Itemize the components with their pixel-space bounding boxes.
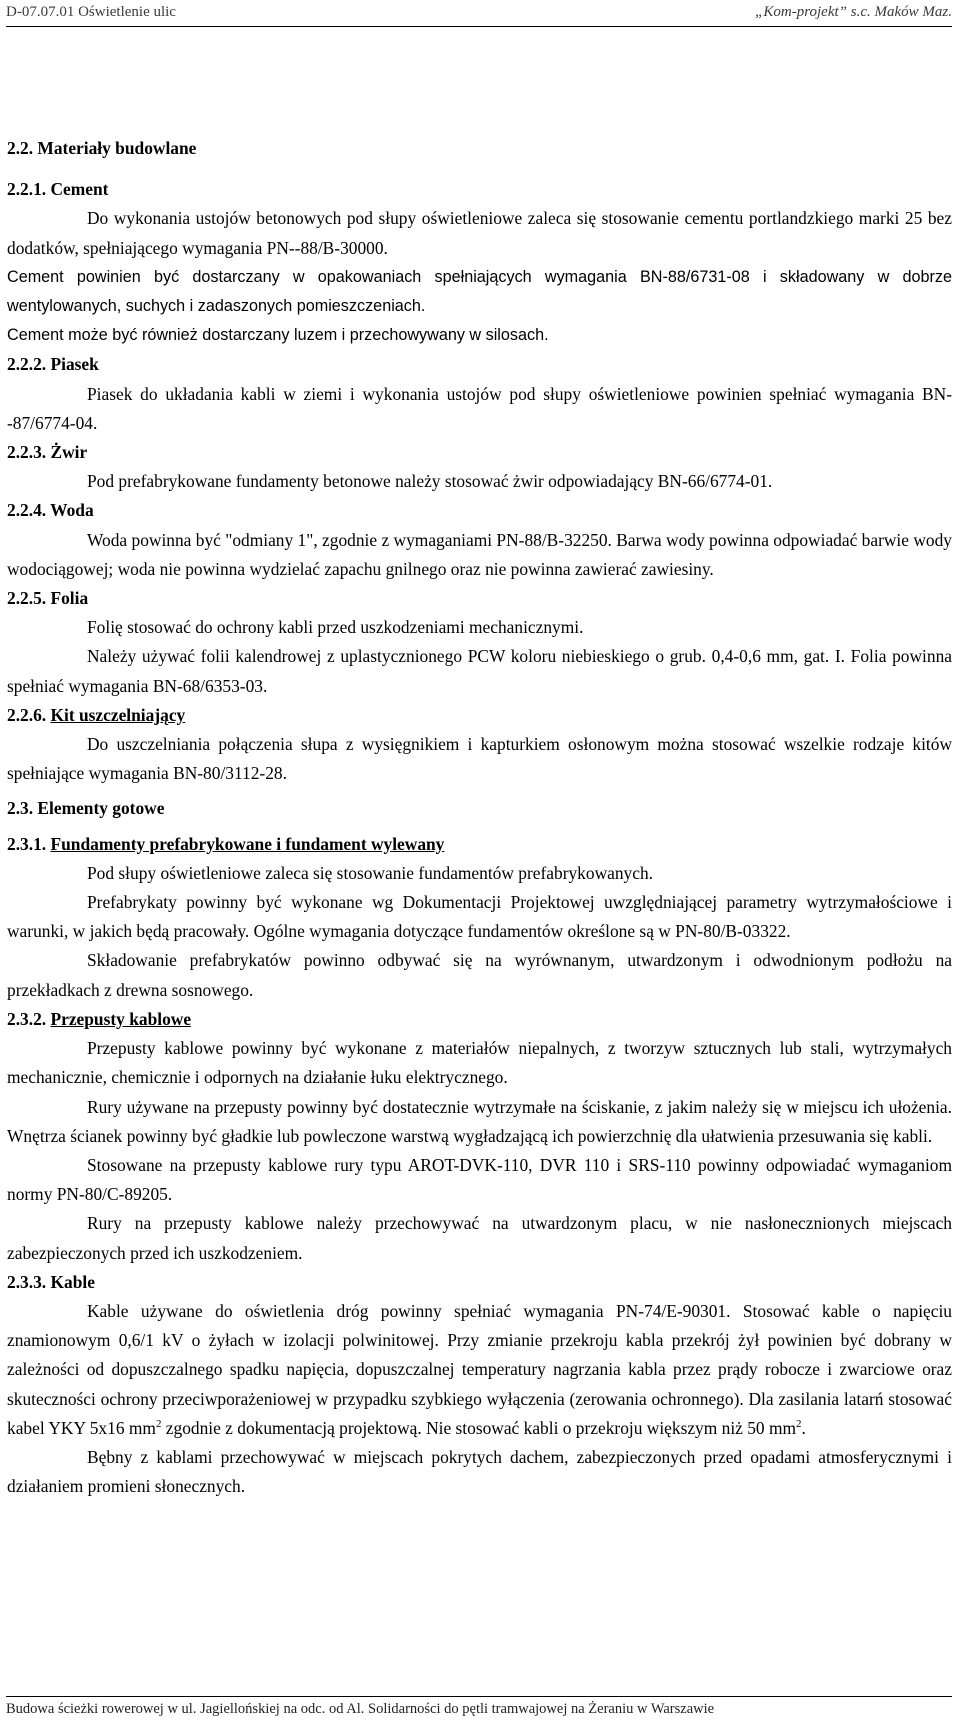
section-title: Piasek [50, 354, 99, 375]
paragraph: Do wykonania ustojów betonowych pod słupy oświetleniowe zaleca się stosowanie cementu portlandzkiego marki 25 bez dodatków, spełniającego wymagania PN--88/B-30000. [7, 208, 952, 258]
section-number: 2.2.6. [7, 704, 51, 725]
paragraph: Pod słupy oświetleniowe zaleca się stosowanie fundamentów prefabrykowanych. [87, 862, 654, 883]
document-body [7, 134, 952, 1501]
text-run: Kable używane do oświetlenia dróg powinny spełniać wymagania PN-74/E-90301. Stosować kable o napięciu znamionowym 0,6/1 kV o żyłach w izolacji polwinitowej. Przy zmianie przekroju kabla przekrój żył powinien być dobrany w zależności od dopuszczalnego spadku napięcia, dopuszczalnej temperatury nagrzania kabla przez prądy robocze i zwarciowe oraz skuteczności ochrony przeciwporażeniowej w przypadku szybkiego wyłączenia (zerowania ochronnego). Dla zasilania latarń stosować kabel YKY 5x16 mm [7, 1300, 952, 1438]
section-heading-2-2-3 [7, 438, 952, 467]
section-heading-2-2-5: 2.2.5. Folia [7, 588, 89, 609]
header-company: „Kom-projekt” s.c. Maków Maz. [755, 4, 952, 20]
superscript: 2 [796, 1417, 802, 1430]
paragraph: Pod prefabrykowane fundamenty betonowe należy stosować żwir odpowiadający BN-66/6774-01. [87, 471, 773, 492]
section-title: Przepusty kablowe [50, 1008, 192, 1029]
paragraph: Bębny z kablami przechowywać w miejscach pokrytych dachem, zabezpieczonych przed opadami atmosferycznymi i działaniem promieni słonecznych. [7, 1446, 952, 1497]
paragraph: Należy używać folii kalendrowej z uplastycznionego PCW koloru niebieskiego o grub. 0,4-0,6 mm, gat. I. Folia powinna spełniać wymagania BN-68/6353-03. [7, 646, 952, 696]
paragraph: Stosowane na przepusty kablowe rury typu AROT-DVK-110, DVR 110 i SRS-110 powinny odpowiadać wymaganiom normy PN-80/C-89205. [7, 1154, 952, 1205]
paragraph-cables [7, 1297, 952, 1443]
text-run: . [801, 1417, 806, 1438]
section-number: 2.3.1. [7, 833, 51, 854]
page-footer [6, 1696, 952, 1718]
page-header [6, 4, 952, 27]
section-heading-2-3-3: 2.3.3. Kable [7, 1271, 95, 1292]
paragraph: Przepusty kablowe powinny być wykonane z materiałów niepalnych, z tworzyw sztucznych lub stali, wytrzymałych mechanicznie, chemicznie i odpornych na działanie łuku elektrycznego. [7, 1038, 952, 1088]
section-number: 2.3.2. [7, 1008, 51, 1029]
section-number: 2.2.3. [7, 442, 51, 463]
superscript: 2 [155, 1417, 162, 1430]
paragraph: Rury używane na przepusty powinny być dostatecznie wytrzymałe na ściskanie, z jakim należy się w miejscu ich ułożenia. Wnętrza ścianek powinny być gładkie lub powleczone warstwą wygładzającą ich powierzchnię dla ułatwienia przesuwania się kabli. [7, 1096, 952, 1146]
section-number: 2.2.2. [7, 354, 51, 375]
section-heading-2-3-2 [7, 1005, 952, 1034]
section-heading-2-2: 2.2. Materiały budowlane [7, 138, 197, 158]
section-heading-2-2-4: 2.2.4. Woda [7, 500, 94, 521]
section-heading-2-3: 2.3. Elementy gotowe [7, 798, 165, 819]
paragraph: Folię stosować do ochrony kabli przed uszkodzeniami mechanicznymi. [87, 617, 584, 638]
paragraph: Składowanie prefabrykatów powinno odbywać się na wyrównanym, utwardzonym i odwodnionym podłożu na przekładkach z drewna sosnowego. [7, 950, 952, 1000]
section-heading-2-2-1: 2.2.1. Cement [7, 179, 109, 200]
paragraph: Prefabrykaty powinny być wykonane wg Dokumentacji Projektowej uwzględniającej parametry wytrzymałościowe i warunki, w jakich będą pracowały. Ogólne wymagania dotyczące fundamentów określone są w PN-80/B-03322. [7, 892, 952, 942]
section-title: Fundamenty prefabrykowane i fundament wylewany [50, 833, 445, 854]
section-title: Żwir [50, 442, 88, 463]
footer-text: Budowa ścieżki rowerowej w ul. Jagiellońskiej na odc. od Al. Solidarności do pętli tramwajowej na Żeraniu w Warszawie [6, 1701, 715, 1717]
paragraph: Rury na przepusty kablowe należy przechowywać na utwardzonym placu, w nie nasłonecznionych miejscach zabezpieczonych przed ich uszkodzeniem. [7, 1213, 952, 1263]
paragraph: Do uszczelniania połączenia słupa z wysięgnikiem i kapturkiem osłonowym można stosować wszelkie rodzaje kitów spełniające wymagania BN-80/3112-28. [7, 734, 952, 784]
paragraph: Cement powinien być dostarczany w opakowaniach spełniających wymagania BN-88/6731-08 i składowany w dobrze wentylowanych, suchych i zadaszonych pomieszczeniach. [7, 267, 952, 316]
section-heading-2-2-2 [7, 350, 952, 379]
header-document-code: D-07.07.01 Oświetlenie ulic [6, 4, 176, 20]
paragraph: Woda powinna być "odmiany 1", zgodnie z wymaganiami PN-88/B-32250. Barwa wody powinna odpowiadać barwie wody wodociągowej; woda nie powinna wydzielać zapachu gnilnego oraz nie powinna zawierać zawiesiny. [7, 529, 952, 579]
paragraph: Piasek do układania kabli w ziemi i wykonania ustojów pod słupy oświetleniowe powinien spełniać wymagania BN--87/6774-04. [7, 383, 952, 433]
section-heading-2-2-6 [7, 701, 952, 730]
paragraph: Cement może być również dostarczany luzem i przechowywany w silosach. [7, 326, 549, 345]
text-run: zgodnie z dokumentacją projektową. Nie stosować kabli o przekroju większym niż 50 mm [161, 1417, 797, 1438]
section-heading-2-3-1 [7, 830, 952, 859]
section-title: Kit uszczelniający [50, 704, 186, 725]
